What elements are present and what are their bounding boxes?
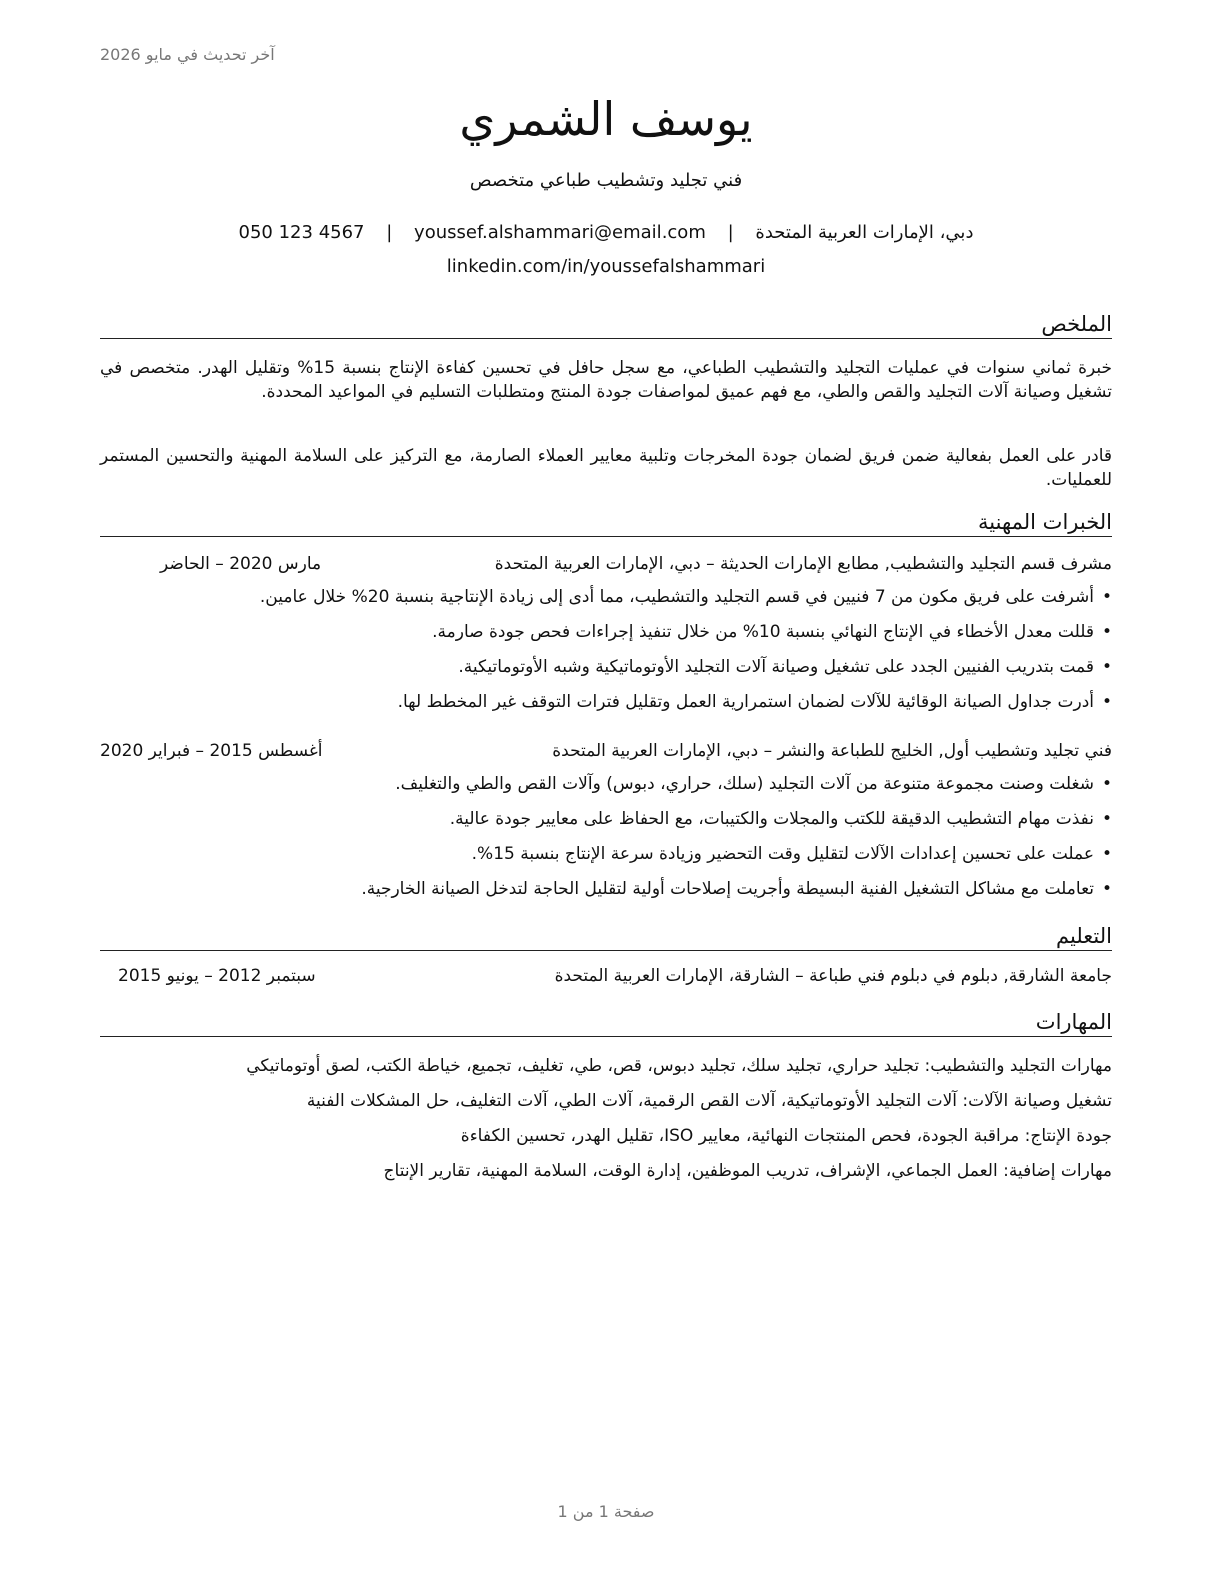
education-dates: سبتمبر 2012 – يونيو 2015 (118, 966, 316, 986)
job-bullets (100, 585, 1112, 725)
job-title: فني تجليد وتشطيب أول, الخليج للطباعة والنشر – دبي، الإمارات العربية المتحدة (552, 741, 1112, 761)
job-dates: أغسطس 2015 – فبراير 2020 (100, 741, 323, 761)
resume-page (100, 0, 1112, 1584)
job-header (100, 741, 1112, 761)
candidate-title: فني تجليد وتشطيب طباعي متخصص (469, 170, 743, 191)
education-heading: التعليم (100, 924, 1112, 951)
skill-line: تشغيل وصيانة الآلات: آلات التجليد الأوتوماتيكية، آلات القص الرقمية، آلات الطي، آلات التغليف، حل المشكلات الفنية (306, 1091, 1112, 1111)
job-bullets (100, 772, 1112, 912)
location: دبي، الإمارات العربية المتحدة (755, 222, 974, 243)
list-item: • نفذت مهام التشطيب الدقيقة للكتب والمجلات والكتيبات، مع الحفاظ على معايير جودة عالية. (100, 807, 1112, 842)
page-footer: صفحة 1 من 1 (557, 1502, 655, 1521)
separator: | (386, 222, 393, 243)
separator: | (727, 222, 734, 243)
list-item: • عملت على تحسين إعدادات الآلات لتقليل وقت التحضير وزيادة سرعة الإنتاج بنسبة 15%. (100, 842, 1112, 877)
job-header (100, 554, 1112, 574)
list-item: • قللت معدل الأخطاء في الإنتاج النهائي بنسبة 10% من خلال تنفيذ إجراءات فحص جودة صارمة. (100, 620, 1112, 655)
list-item: • شغلت وصنت مجموعة متنوعة من آلات التجليد (سلك، حراري، دبوس) وآلات القص والطي والتغليف. (100, 772, 1112, 807)
experience-heading: الخبرات المهنية (100, 510, 1112, 537)
summary-heading: الملخص (100, 312, 1112, 339)
summary-paragraph-2: قادر على العمل بفعالية ضمن فريق لضمان جودة المخرجات وتلبية معايير العملاء الصارمة، مع التركيز على السلامة المهنية والتحسين المستمر للعمليات. (100, 446, 1112, 490)
list-item: • أشرفت على فريق مكون من 7 فنيين في قسم التجليد والتشطيب، مما أدى إلى زيادة الإنتاجية بنسبة 20% خلال عامين. (100, 585, 1112, 620)
summary-paragraph-1: خبرة ثماني سنوات في عمليات التجليد والتشطيب الطباعي، مع سجل حافل في تحسين كفاءة الإنتاج بنسبة 15% وتقليل الهدر. متخصص في تشغيل وصيانة آلات التجليد والقص والطي، مع فهم عميق لمواصفات جودة المنتج ومتطلبات التسليم في المواعيد المحددة. (100, 358, 1112, 402)
linkedin-link[interactable]: linkedin.com/in/youssefalshammari (446, 256, 766, 277)
skill-line: مهارات التجليد والتشطيب: تجليد حراري، تجليد سلك، تجليد دبوس، قص، طي، تغليف، تجميع، خياطة الكتب، لصق أوتوماتيكي (246, 1056, 1112, 1076)
phone-number: 050 123 4567 (238, 222, 365, 243)
skills-heading: المهارات (100, 1010, 1112, 1037)
list-item: • قمت بتدريب الفنيين الجدد على تشغيل وصيانة آلات التجليد الأوتوماتيكية وشبه الأوتوماتيكية. (100, 655, 1112, 690)
list-item: • تعاملت مع مشاكل التشغيل الفنية البسيطة وأجريت إصلاحات أولية لتقليل الحاجة لتدخل الصيانة الخارجية. (100, 877, 1112, 912)
list-item: • أدرت جداول الصيانة الوقائية للآلات لضمان استمرارية العمل وتقليل فترات التوقف غير المخطط لها. (100, 690, 1112, 725)
education-entry (100, 966, 1112, 986)
education-line: جامعة الشارقة, دبلوم في دبلوم فني طباعة – الشارقة، الإمارات العربية المتحدة (554, 966, 1112, 986)
skill-line: مهارات إضافية: العمل الجماعي، الإشراف، تدريب الموظفين، إدارة الوقت، السلامة المهنية، تقارير الإنتاج (383, 1161, 1112, 1181)
job-title: مشرف قسم التجليد والتشطيب, مطابع الإمارات الحديثة – دبي، الإمارات العربية المتحدة (494, 554, 1112, 574)
email-link[interactable]: youssef.alshammari@email.com (414, 222, 706, 243)
skills-list (100, 1054, 1112, 1194)
contact-line (100, 222, 1112, 243)
job-dates: مارس 2020 – الحاضر (160, 554, 322, 574)
last-updated: آخر تحديث في مايو 2026 (100, 45, 275, 64)
candidate-name: يوسف الشمري (459, 92, 753, 146)
skill-line: جودة الإنتاج: مراقبة الجودة، فحص المنتجات النهائية، معايير ISO، تقليل الهدر، تحسين الكفاءة (460, 1126, 1112, 1146)
